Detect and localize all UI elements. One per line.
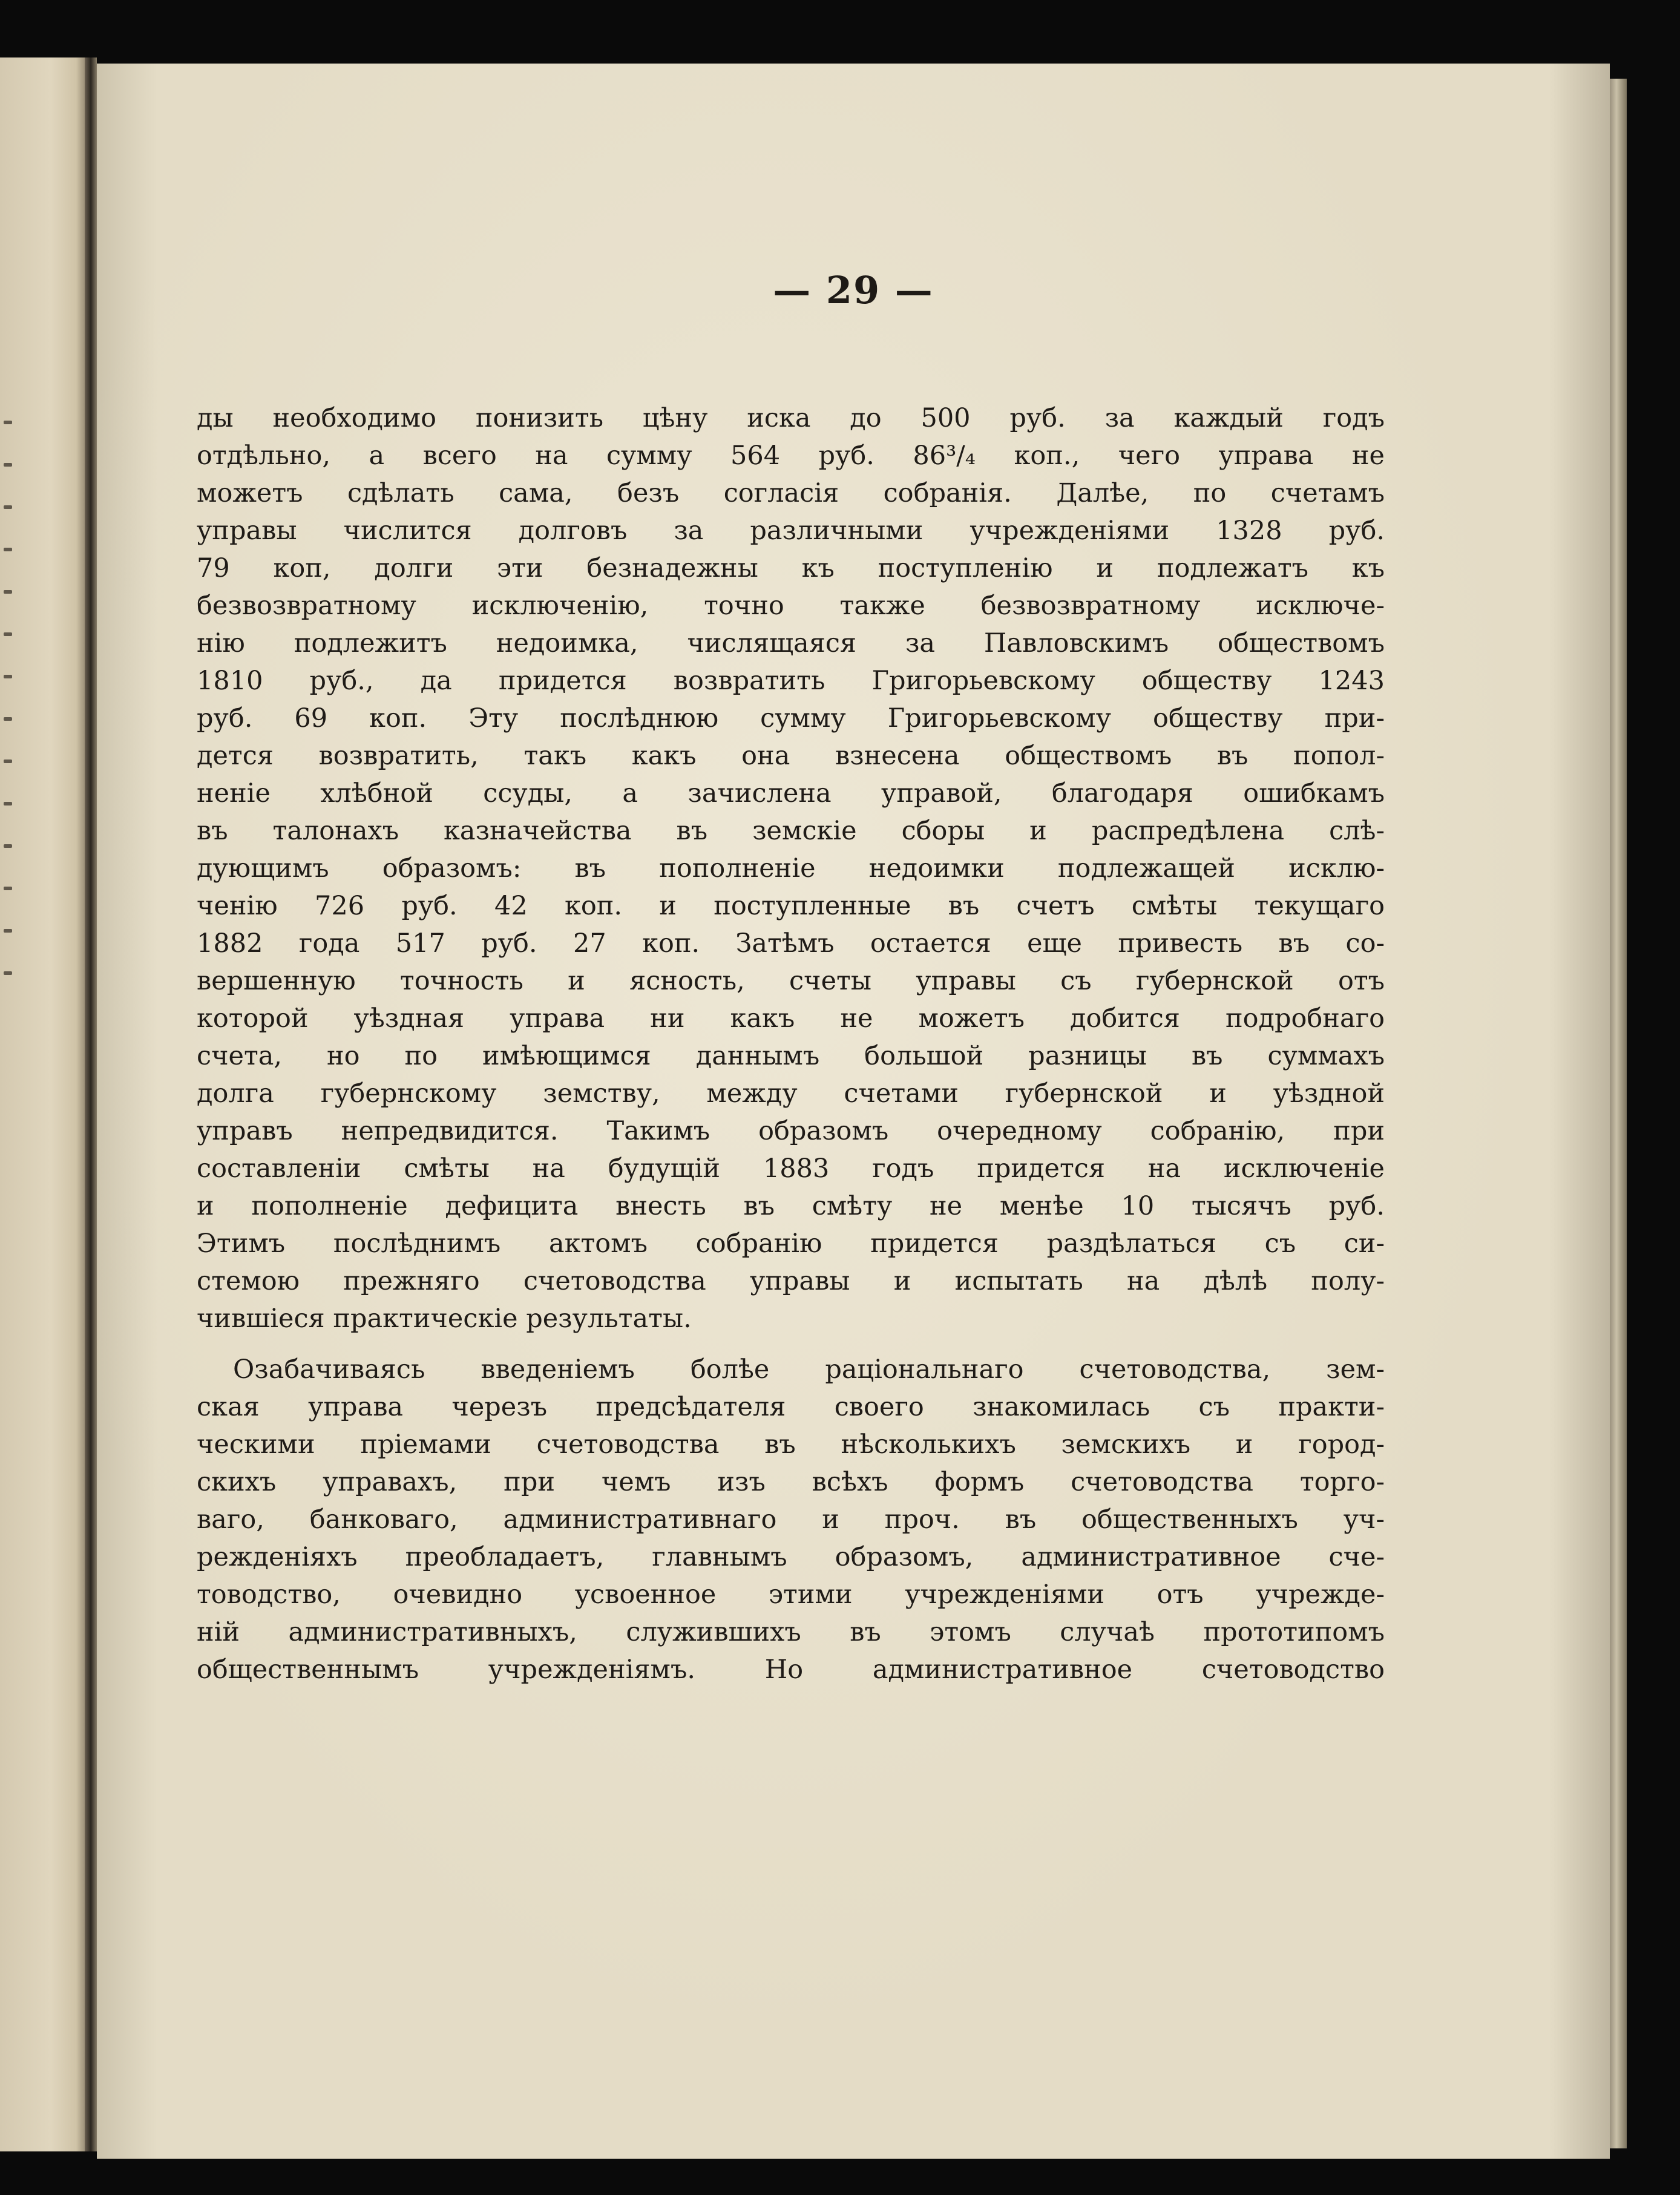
text-line: въ талонахъ казначейства въ земскіе сборы и распредѣлена слѣ-: [197, 816, 1385, 846]
right-page: [97, 64, 1610, 2159]
text-line: руб. 69 коп. Эту послѣднюю сумму Григорьевскому обществу при-: [197, 703, 1385, 733]
text-line: долга губернскому земству, между счетами губернской и уѣздной: [197, 1078, 1385, 1109]
text-line: вершенную точность и ясность, счеты управы съ губернской отъ: [197, 966, 1385, 996]
text-line: ды необходимо понизить цѣну иска до 500 руб. за каждый годъ: [197, 403, 1385, 433]
text-line: ческими пріемами счетоводства въ нѣсколькихъ земскихъ и город-: [197, 1429, 1385, 1460]
text-line: дующимъ образомъ: въ пополненіе недоимки подлежащей исклю-: [197, 853, 1385, 884]
text-line: неніе хлѣбной ссуды, а зачислена управой, благодаря ошибкамъ: [197, 778, 1385, 809]
text-line: управъ непредвидится. Такимъ образомъ очередному собранію, при: [197, 1116, 1385, 1146]
text-line: нію подлежитъ недоимка, числящаяся за Павловскимъ обществомъ: [197, 628, 1385, 658]
text-line: и пополненіе дефицита внесть въ смѣту не менѣе 10 тысячъ руб.: [197, 1191, 1385, 1221]
paragraph-2: [197, 1351, 1385, 1688]
text-line: ваго, банковаго, административнаго и проч. въ общественныхъ уч-: [197, 1504, 1385, 1535]
text-line: режденіяхъ преобладаетъ, главнымъ образомъ, административное сче-: [197, 1542, 1385, 1572]
text-line: 79 коп, долги эти безнадежны къ поступленію и подлежатъ къ: [197, 553, 1385, 583]
left-page-text-remnants: [0, 421, 24, 1026]
text-line: которой уѣздная управа ни какъ не можетъ добится подробнаго: [197, 1003, 1385, 1034]
paragraph-1: [197, 399, 1385, 1337]
text-line: стемою прежняго счетоводства управы и испытать на дѣлѣ полу-: [197, 1266, 1385, 1296]
text-line: дется возвратить, такъ какъ она взнесена обществомъ въ попол-: [197, 741, 1385, 771]
text-line: общественнымъ учрежденіямъ. Но административное счетоводство: [197, 1655, 1385, 1685]
text-line: отдѣльно, а всего на сумму 564 руб. 86³/₄ коп., чего управа не: [197, 441, 1385, 471]
text-line: можетъ сдѣлать сама, безъ согласія собранія. Далѣе, по счетамъ: [197, 478, 1385, 508]
page-number-header: — 29 —: [773, 268, 934, 312]
page-edge-stack: [1610, 79, 1627, 2148]
text-line: управы числится долговъ за различными учрежденіями 1328 руб.: [197, 516, 1385, 546]
body-text: [197, 399, 1385, 1688]
text-line: безвозвратному исключенію, точно также безвозвратному исключе-: [197, 591, 1385, 621]
left-page-fragment: [0, 57, 85, 2151]
text-line: Этимъ послѣднимъ актомъ собранію придется раздѣлаться съ си-: [197, 1229, 1385, 1259]
text-line: 1810 руб., да придется возвратить Григорьевскому обществу 1243: [197, 666, 1385, 696]
text-line: чившіеся практическіе результаты.: [197, 1304, 692, 1334]
text-line: ская управа черезъ предсѣдателя своего знакомилась съ практи-: [197, 1392, 1385, 1422]
text-line: товодство, очевидно усвоенное этими учрежденіями отъ учрежде-: [197, 1580, 1385, 1610]
text-line: 1882 года 517 руб. 27 коп. Затѣмъ остается еще привесть въ со-: [197, 928, 1385, 959]
text-line: составленіи смѣты на будущій 1883 годъ придется на исключеніе: [197, 1153, 1385, 1184]
text-line: скихъ управахъ, при чемъ изъ всѣхъ формъ счетоводства торго-: [197, 1467, 1385, 1497]
text-line: ченію 726 руб. 42 коп. и поступленные въ счетъ смѣты текущаго: [197, 891, 1385, 921]
text-line: Озабачиваясь введеніемъ болѣе раціональнаго счетоводства, зем-: [233, 1354, 1385, 1385]
book-gutter: [85, 57, 97, 2151]
text-line: счета, но по имѣющимся даннымъ большой разницы въ суммахъ: [197, 1041, 1385, 1071]
text-line: ній административныхъ, служившихъ въ этомъ случаѣ прототипомъ: [197, 1617, 1385, 1647]
